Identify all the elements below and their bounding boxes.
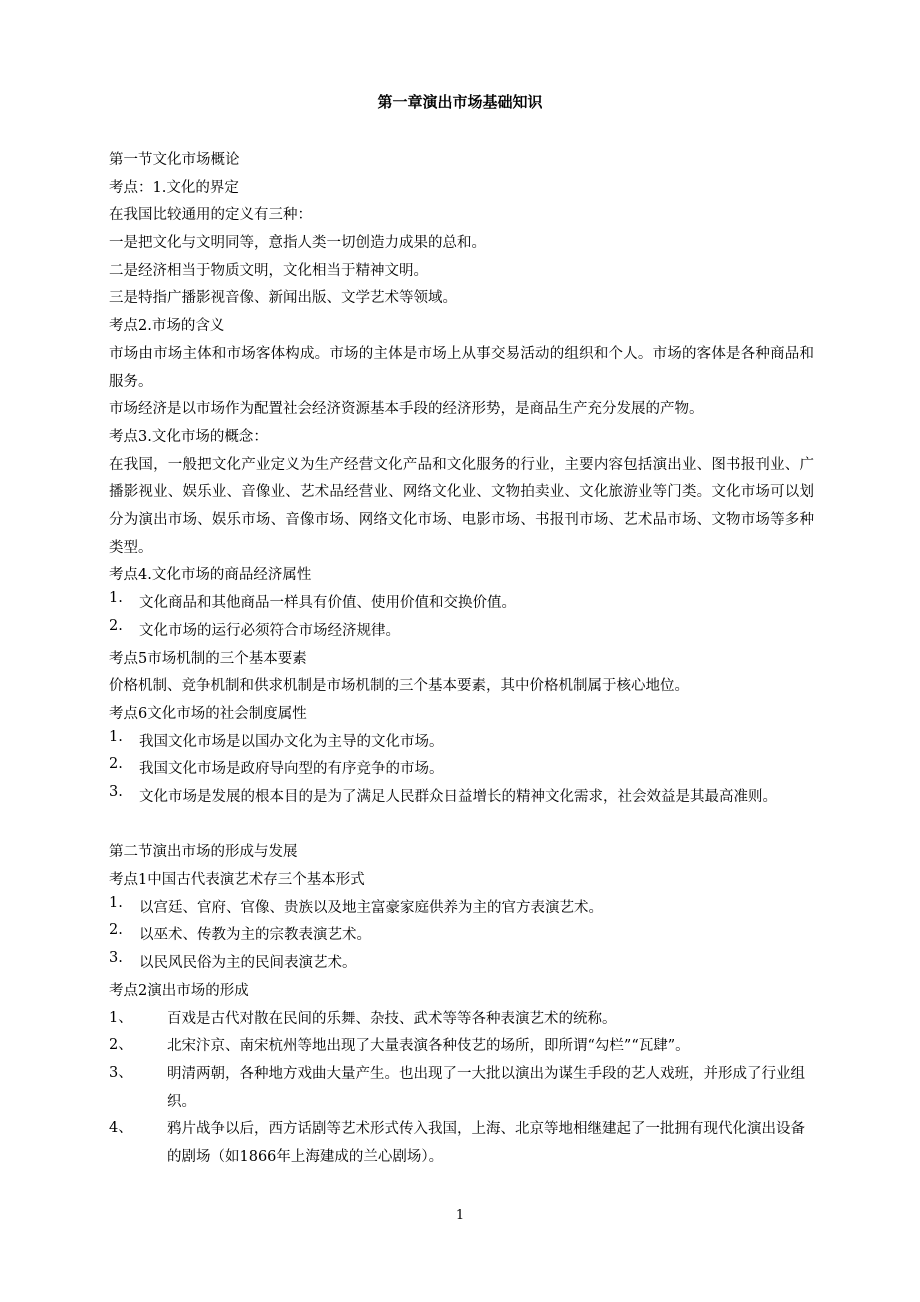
item-number: 4、 bbox=[109, 1120, 133, 1137]
item-text: 文化市场的运行必须符合市场经济规律。 bbox=[139, 622, 400, 639]
item-number: 3. bbox=[109, 783, 123, 800]
paragraph: 考点4.文化市场的商品经济属性 bbox=[109, 567, 312, 584]
item-text: 以宫廷、官府、官像、贵族以及地主富豪家庭供养为主的官方表演艺术。 bbox=[139, 899, 603, 916]
item-number: 3、 bbox=[109, 1064, 133, 1081]
item-text: 以民风民俗为主的民间表演艺术。 bbox=[139, 955, 357, 972]
paragraph: 在我国比较通用的定义有三种： bbox=[109, 207, 312, 224]
paragraph: 考点1中国古代表演艺术存三个基本形式 bbox=[109, 872, 365, 889]
page-number: 1 bbox=[455, 1208, 465, 1223]
paragraph: 市场经济是以市场作为配置社会经济资源基本手段的经济形势，是商品生产充分发展的产物。 bbox=[109, 401, 704, 418]
item-number: 2. bbox=[109, 922, 123, 939]
item-number: 3. bbox=[109, 950, 123, 967]
item-text: 明清两朝，各种地方戏曲大量产生。也出现了一大批以演出为谋生手段的艺人戏班，并形成了行业组织。 bbox=[167, 1065, 805, 1110]
item-text: 鸦片战争以后，西方话剧等艺术形式传入我国，上海、北京等地相继建起了一批拥有现代化演出设备的剧场（如1866年上海建成的兰心剧场）。 bbox=[167, 1121, 805, 1166]
item-number: 2. bbox=[109, 617, 123, 634]
blank-line bbox=[109, 812, 814, 840]
numbered-item bbox=[109, 1033, 814, 1061]
paragraph: 考点：1.文化的界定 bbox=[109, 179, 239, 196]
page-title: 第一章演出市场基础知识 bbox=[377, 93, 543, 111]
item-text: 以巫术、传教为主的宗教表演艺术。 bbox=[139, 927, 371, 944]
item-number: 1. bbox=[109, 728, 123, 745]
item-number: 1. bbox=[109, 590, 123, 607]
paragraph: 考点3.文化市场的概念： bbox=[109, 428, 268, 445]
numbered-item bbox=[109, 590, 814, 618]
item-text: 百戏是古代对散在民间的乐舞、杂技、武术等等各种表演艺术的统称。 bbox=[167, 1010, 617, 1027]
numbered-item bbox=[109, 1061, 814, 1116]
numbered-item bbox=[109, 618, 814, 646]
paragraph: 考点5市场机制的三个基本要素 bbox=[109, 650, 307, 667]
item-number: 2、 bbox=[109, 1037, 133, 1054]
paragraph: 三是特指广播影视音像、新闻出版、文学艺术等领域。 bbox=[109, 290, 457, 307]
numbered-item bbox=[109, 1006, 814, 1034]
item-number: 1. bbox=[109, 894, 123, 911]
paragraph: 考点6文化市场的社会制度属性 bbox=[109, 705, 307, 722]
paragraph: 市场由市场主体和市场客体构成。市场的主体是市场上从事交易活动的组织和个人。市场的客体是各种商品和服务。 bbox=[109, 345, 814, 390]
numbered-item bbox=[109, 895, 814, 923]
numbered-item bbox=[109, 950, 814, 978]
item-text: 文化商品和其他商品一样具有价值、使用价值和交换价值。 bbox=[139, 595, 516, 612]
numbered-item bbox=[109, 784, 814, 812]
numbered-item bbox=[109, 1116, 814, 1171]
item-number: 1、 bbox=[109, 1009, 133, 1026]
numbered-item bbox=[109, 922, 814, 950]
document-body bbox=[109, 147, 814, 1172]
paragraph: 二是经济相当于物质文明，文化相当于精神文明。 bbox=[109, 262, 428, 279]
paragraph: 一是把文化与文明同等，意指人类一切创造力成果的总和。 bbox=[109, 235, 486, 252]
paragraph: 考点2.市场的含义 bbox=[109, 318, 225, 335]
paragraph: 考点2演出市场的形成 bbox=[109, 982, 249, 999]
item-number: 2. bbox=[109, 756, 123, 773]
paragraph: 第二节演出市场的形成与发展 bbox=[109, 844, 298, 861]
numbered-item bbox=[109, 729, 814, 757]
item-text: 北宋汴京、南宋杭州等地出现了大量表演各种伎艺的场所，即所谓“勾栏”“瓦肆”。 bbox=[167, 1038, 690, 1055]
numbered-item bbox=[109, 756, 814, 784]
item-text: 文化市场是发展的根本目的是为了满足人民群众日益增长的精神文化需求，社会效益是其最高准则。 bbox=[139, 788, 777, 805]
paragraph: 在我国，一般把文化产业定义为生产经营文化产品和文化服务的行业，主要内容包括演出业、图书报刊业、广播影视业、娱乐业、音像业、艺术品经营业、网络文化业、文物拍卖业、文化旅游业等门类。文化市场可以划分为演出市场、娱乐市场、音像市场、网络文化市场、电影市场、书报刊市场、艺术品市场、文物市场等多种类型。 bbox=[109, 456, 814, 556]
paragraph: 价格机制、竞争机制和供求机制是市场机制的三个基本要素，其中价格机制属于核心地位。 bbox=[109, 678, 689, 695]
paragraph: 第一节文化市场概论 bbox=[109, 152, 240, 168]
item-text: 我国文化市场是以国办文化为主导的文化市场。 bbox=[139, 733, 444, 750]
item-text: 我国文化市场是政府导向型的有序竞争的市场。 bbox=[139, 761, 444, 778]
